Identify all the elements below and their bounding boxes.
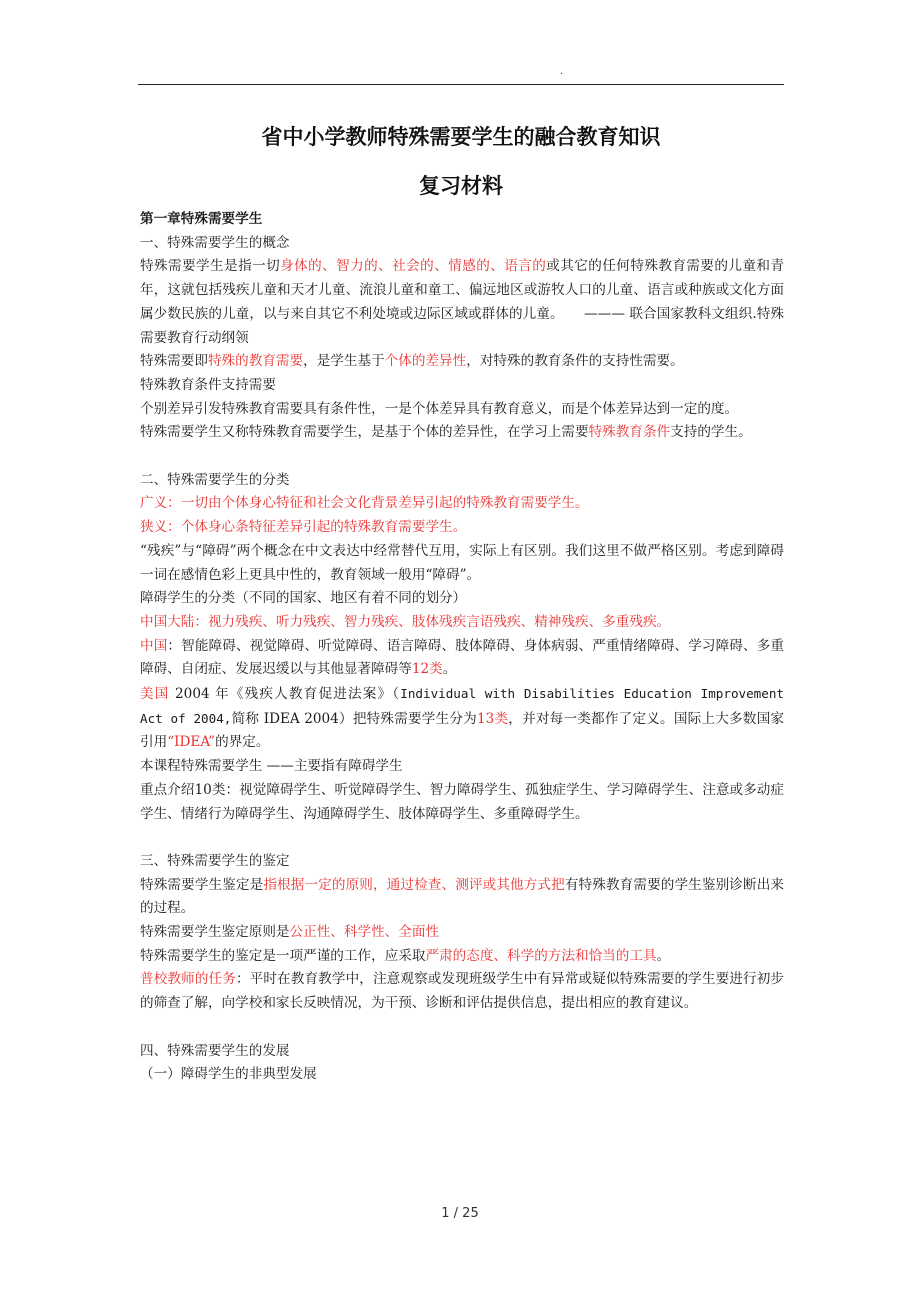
text-run: 。 — [442, 661, 457, 678]
highlight-text: 美国 — [140, 686, 170, 703]
highlight-text: 指根据一定的原则，通过检查、测评或其他方式把 — [263, 876, 565, 893]
text-run: 的界定。 — [215, 734, 270, 751]
highlight-text: 13类 — [476, 710, 509, 727]
highlight-text: 特殊的教育需要 — [207, 353, 304, 370]
section-2-heading: 二、特殊需要学生的分类 — [140, 471, 290, 488]
highlight-text: 个体的差异性 — [384, 353, 467, 370]
section-1-paragraph-conditional: 个别差异引发特殊教育需要具有条件性，一是个体差异具有教育意义，而是个体差异达到一定的度。 — [140, 400, 739, 417]
blank-line — [140, 826, 784, 850]
section-2-mainland-classification: 中国大陆：视力残疾、听力残疾、智力残疾、肢体残疾言语残疾、精神残疾、多重残疾。 — [140, 613, 671, 630]
text-run: 。 — [656, 947, 671, 964]
section-2-paragraph-focus: 重点介绍10类：视觉障碍学生、听觉障碍学生、智力障碍学生、孤独症学生、学习障碍学生、注意或多动症学生、情绪行为障碍学生、沟通障碍学生、肢体障碍学生、多重障碍学生。 — [140, 781, 784, 822]
section-3-paragraph-definition — [140, 874, 784, 921]
text-run: 简称 IDEA 2004）把特殊需要学生分为 — [231, 710, 477, 727]
text-run: ，对特殊的教育条件的支持性需要。 — [466, 353, 684, 370]
chapter-heading: 第一章特殊需要学生 — [140, 211, 263, 227]
header-mark: . — [560, 66, 564, 77]
text-run: ：智能障碍、视觉障碍、听觉障碍、语言障碍、肢体障碍、身体病弱、严重情绪障碍、学习障碍、多重障碍、自闭症、发展迟缓以与其他显著障碍等 — [140, 637, 785, 678]
page-number: 1 / 25 — [441, 1206, 479, 1221]
text-run: 特殊需要学生鉴定是 — [140, 876, 264, 893]
section-2-us-classification — [140, 682, 784, 755]
section-4-subheading: （一）障碍学生的非典型发展 — [140, 1066, 317, 1083]
section-3-paragraph-rigor — [140, 945, 784, 969]
section-3-paragraph-teacher-task — [140, 968, 784, 1015]
blank-line — [140, 445, 784, 469]
text-run: 或其它的任何特殊教育需要的儿童和青年，这就包括残疾儿童和天才儿童、流浪儿童和童工、偏远地区或游牧人口的儿童、语言或种族或文化方面属少数民族的儿童，以与来自其它不利处境或边际区域或群体的儿童。 ——— 联合国家教科文组织.特殊需要教育行动纲领 — [140, 258, 785, 346]
text-run: ，是学生基于 — [303, 353, 385, 370]
section-3-paragraph-principles — [140, 921, 784, 945]
document-subtitle: 复习材料 — [419, 174, 503, 198]
text-run: 支持的学生。 — [670, 424, 752, 441]
document-title: 省中小学教师特殊需要学生的融合教育知识 — [261, 125, 661, 149]
section-2-paragraph-course: 本课程特殊需要学生 ——主要指有障碍学生 — [140, 758, 403, 775]
highlight-text: 12类 — [411, 661, 443, 678]
highlight-text: 中国 — [140, 637, 168, 654]
text-run: 特殊需要学生鉴定原则是 — [140, 924, 290, 941]
section-2-narrow-definition: 狭义：个体身心条特征差异引起的特殊教育需要学生。 — [140, 519, 467, 536]
text-run: 特殊需要即 — [140, 353, 208, 370]
text-run: 特殊需要学生是指一切 — [140, 258, 281, 275]
section-2-paragraph-terms: “残疾”与“障碍”两个概念在中文表达中经常替代互用，实际上有区别。我们这里不做严格区别。考虑到障碍一词在感情色彩上更具中性的，教育领域一般用“障碍”。 — [140, 542, 784, 583]
act-name: Individual with Disabilities Education Improvement Act of 2004, — [140, 686, 785, 726]
section-1-paragraph-need — [140, 350, 784, 374]
highlight-text: “IDEA” — [167, 734, 216, 751]
document-body — [140, 208, 784, 1087]
text-run: ，并对每一类都作了定义。国际上大多数国家引用 — [140, 710, 784, 751]
text-run: ：平时在教育教学中，注意观察或发现班级学生中有异常或疑似特殊需要的学生要进行初步的筛查了解，向学校和家长反映情况，为干预、诊断和评估提供信息，提出相应的教育建议。 — [140, 971, 785, 1012]
highlight-text: 严肃的态度、科学的方法和恰当的工具 — [425, 947, 657, 964]
section-1-paragraph-alias — [140, 421, 784, 445]
text-run: 特殊需要学生的鉴定是一项严谨的工作，应采取 — [140, 947, 426, 964]
section-1-paragraph-support: 特殊教育条件支持需要 — [140, 376, 276, 393]
section-2-paragraph-classification: 障碍学生的分类（不同的国家、地区有着不同的划分） — [140, 590, 467, 607]
section-2-taiwan-classification — [140, 635, 784, 682]
text-run: 有特殊教育需要的学生鉴别诊断出来的过程。 — [140, 876, 785, 917]
highlight-text: 身体的、智力的、社会的、情感的、语言的 — [280, 258, 547, 275]
header-rule — [138, 84, 784, 85]
text-run: 特殊需要学生又称特殊教育需要学生，是基于个体的差异性，在学习上需要 — [140, 424, 589, 441]
highlight-text: 普校教师的任务 — [140, 971, 236, 988]
highlight-text: 公正性、科学性、全面性 — [289, 924, 440, 941]
section-1-heading: 一、特殊需要学生的概念 — [140, 234, 290, 251]
blank-line — [140, 1016, 784, 1040]
text-run: 2004 年《残疾人教育促进法案》（ — [169, 686, 401, 703]
highlight-text: 特殊教育条件 — [588, 424, 671, 441]
section-4-heading: 四、特殊需要学生的发展 — [140, 1042, 290, 1059]
section-3-heading: 三、特殊需要学生的鉴定 — [140, 852, 290, 869]
section-2-broad-definition: 广义：一切由个体身心特征和社会文化背景差异引起的特殊教育需要学生。 — [140, 495, 589, 512]
section-1-paragraph-definition — [140, 255, 784, 350]
